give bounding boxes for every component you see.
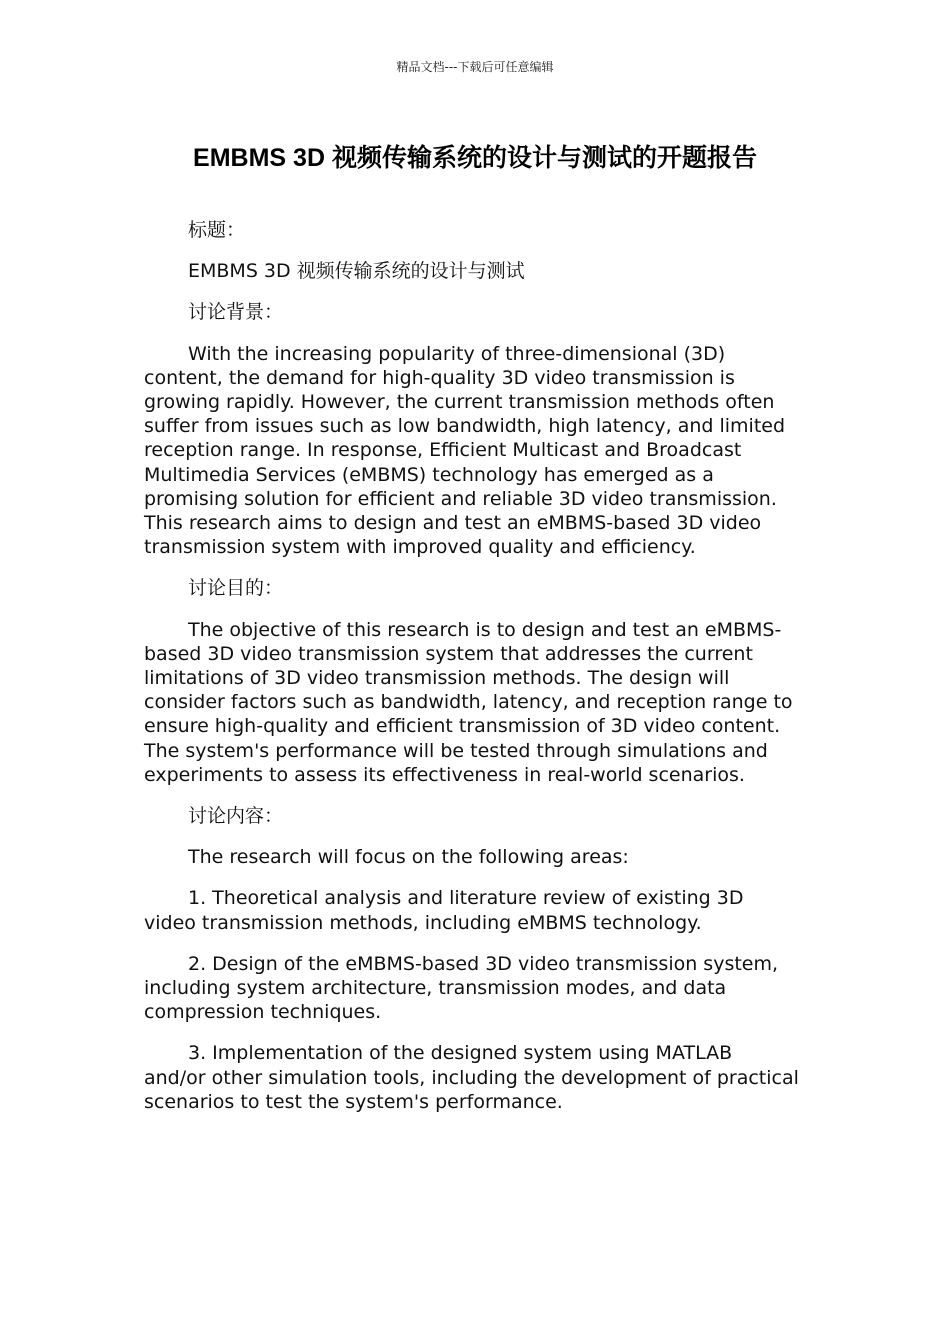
header-note: 精品文档---下载后可任意编辑 bbox=[396, 60, 554, 74]
background-paragraph: With the increasing popularity of three-dimensional (3D) content, the demand for high-quality 3D video transmission is growing rapidly. However, the current transmission methods often suffer from issues such as low bandwidth, high latency, and limited reception range. In response, Efficient Multicast and Broadcast Multimedia Services (eMBMS) technology has emerged as a promising solution for efficient and reliable 3D video transmission. This research aims to design and test an eMBMS-based 3D video transmission system with improved quality and efficiency. bbox=[144, 342, 786, 559]
content-item-1: 1. Theoretical analysis and literature review of existing 3D video transmission methods, including eMBMS technology. bbox=[144, 887, 744, 934]
objective-paragraph: The objective of this research is to design and test an eMBMS-based 3D video transmission system that addresses the current limitations of 3D video transmission methods. The design will consider factors such as bandwidth, latency, and reception range to ensure high-quality and efficient transmission of 3D video content. The system's performance will be tested through simulations and experiments to assess its effectiveness in real-world scenarios. bbox=[144, 618, 793, 786]
title-value: EMBMS 3D 视频传输系统的设计与测试 bbox=[188, 260, 525, 283]
background-label: 讨论背景： bbox=[188, 301, 284, 324]
document-title: EMBMS 3D 视频传输系统的设计与测试的开题报告 bbox=[193, 144, 757, 172]
content-item-3: 3. Implementation of the designed system using MATLAB and/or other simulation tools, including the development of practical scenarios to test the system's performance. bbox=[144, 1042, 799, 1113]
content-label: 讨论内容： bbox=[188, 805, 284, 828]
objective-label: 讨论目的： bbox=[188, 577, 284, 600]
title-label: 标题： bbox=[188, 219, 246, 241]
content-item-2: 2. Design of the eMBMS-based 3D video transmission system, including system architecture, transmission modes, and data compression techniques. bbox=[144, 952, 779, 1024]
content-intro: The research will focus on the following areas: bbox=[188, 846, 629, 869]
document-body bbox=[144, 218, 799, 1131]
